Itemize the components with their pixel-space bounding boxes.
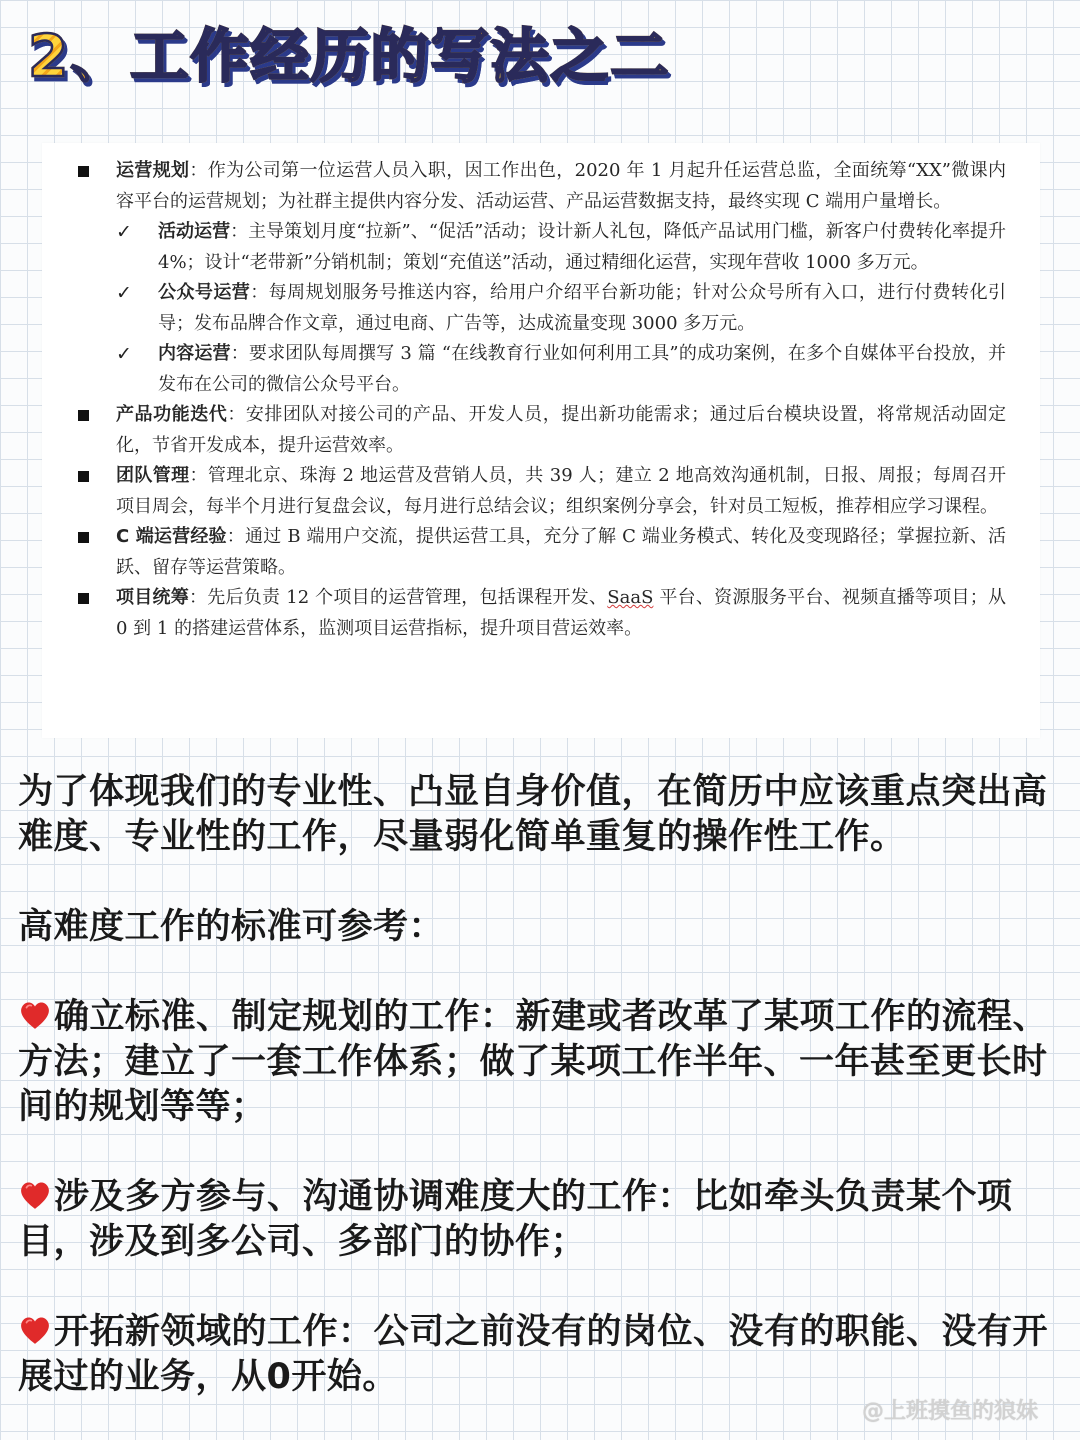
criteria-item-new-domain [18,1310,1058,1400]
resume-item-label: 团队管理 [116,465,190,486]
resume-item-text: ：管理北京、珠海 2 地运营及营销人员，共 39 人；建立 2 地高效沟通机制，日报、周报；每周召开项目周会，每半个月进行复盘会议，每月进行总结会议；组织案例分享会，针对员工短板，推荐相应学习课程。 [116,465,1007,517]
resume-item-team-management [42,461,1040,522]
criteria-heading: 高难度工作的标准可参考： [18,907,445,947]
resume-item-product-iteration [42,400,1040,461]
resume-item-label: C 端运营经验 [116,526,227,547]
criteria-item-standards [18,995,1058,1130]
resume-subitem-text: ：每周规划服务号推送内容，给用户介绍平台新功能；针对公众号所有入口，进行付费转化引导；发布品牌合作文章，通过电商、广告等，达成流量变现 3000 多万元。 [158,282,1007,334]
resume-item-c-end-experience [42,522,1040,583]
square-bullet-icon [78,471,89,482]
square-bullet-icon [78,593,89,604]
checkmark-icon: ✓ [116,282,132,304]
resume-item-text: ：作为公司第一位运营人员入职，因工作出色，2020 年 1 月起升任运营总监，全面统筹“XX”微课内容平台的运营规划；为社群主提供内容分发、活动运营、产品运营数据支持，最终实现 C 端用户量增长。 [116,160,1006,212]
criteria-text: 涉及多方参与、沟通协调难度大的工作：比如牵头负责某个项目，涉及到多公司、多部门的协作； [18,1177,1013,1262]
resume-item-text: ：安排团队对接公司的产品、开发人员，提出新功能需求；通过后台模块设置，将常规活动固定化，节省开发成本，提升运营效率。 [116,404,1007,456]
heart-icon [18,1313,52,1347]
resume-subitem-activity-ops [42,217,1040,278]
criteria-text: 开拓新领域的工作：公司之前没有的岗位、没有的职能、没有开展过的业务，从0开始。 [18,1312,1049,1397]
resume-subitem-label: 内容运营 [158,343,231,364]
page-title: 2、工作经历的写法之二 [28,22,671,90]
author-watermark: @上班摸鱼的狼妹 [861,1399,1038,1424]
checkmark-icon: ✓ [116,343,132,365]
resume-subitem-text: ：主导策划月度“拉新”、“促活”活动；设计新人礼包，降低产品试用门槛，新客户付费转化率提升 4%；设计“老带新”分销机制；策划“充值送”活动，通过精细化运营，实现年营收 1000 多万元。 [158,221,1007,273]
resume-item-label: 产品功能迭代 [116,404,228,425]
resume-item-text: ：通过 B 端用户交流，提供运营工具，充分了解 C 端业务模式、转化及变现路径；掌握拉新、活跃、留存等运营策略。 [116,526,1006,578]
square-bullet-icon [78,532,89,543]
heart-icon [18,998,52,1032]
square-bullet-icon [78,410,89,421]
resume-subitem-text: ：要求团队每周撰写 3 篇 “在线教育行业如何利用工具”的成功案例，在多个自媒体平台投放，并发布在公司的微信公众号平台。 [158,343,1006,395]
heart-icon [18,1178,52,1212]
resume-subitem-label: 活动运营 [158,221,231,242]
square-bullet-icon [78,166,89,177]
criteria-item-coordination [18,1175,1058,1265]
criteria-text: 确立标准、制定规划的工作：新建或者改革了某项工作的流程、方法；建立了一套工作体系；做了某项工作半年、一年甚至更长时间的规划等等； [18,997,1049,1127]
spellcheck-marked-word: SaaS [607,587,654,608]
resume-excerpt-card [42,143,1040,738]
checkmark-icon: ✓ [116,221,132,243]
resume-subitem-wechat-ops [42,278,1040,339]
resume-item-label: 运营规划 [116,160,190,181]
resume-item-label: 项目统筹 [116,587,190,608]
resume-item-operations-planning [42,156,1040,217]
resume-item-project-coordination [42,583,1040,644]
resume-item-text: 平台、资源服务平台、视频直播等项目；从 0 到 1 的搭建运营体系，监测项目运营指标，提升项目营运效率。 [116,587,1006,639]
resume-item-text: ：先后负责 12 个项目的运营管理，包括课程开发、 [189,587,608,608]
resume-subitem-label: 公众号运营 [158,282,251,303]
resume-subitem-content-ops [42,339,1040,400]
article-body [18,770,1058,1400]
intro-paragraph: 为了体现我们的专业性、凸显自身价值，在简历中应该重点突出高难度、专业性的工作，尽量弱化简单重复的操作性工作。 [18,772,1048,857]
